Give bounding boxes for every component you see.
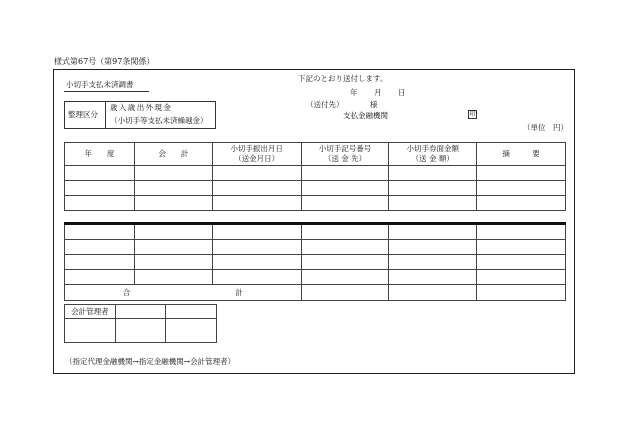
table-row — [65, 224, 566, 240]
form-title: 小切手支払未済調書 — [66, 80, 134, 89]
title-underline — [64, 91, 149, 92]
unpaid-checks-table — [64, 142, 566, 301]
table-row — [65, 240, 566, 255]
classification-option-1: 歳入歳出外現金 — [110, 103, 173, 112]
table-total-row — [65, 285, 566, 301]
total-amount-cell[interactable] — [389, 285, 477, 301]
table-row — [65, 196, 566, 211]
header-remarks: 摘 要 — [477, 143, 566, 166]
signature-cell[interactable] — [166, 305, 217, 319]
header-issue-date: 小切手振出月日 （送金月日） — [212, 143, 301, 166]
form-number: 様式第67号（第97条関係） — [54, 57, 155, 66]
routing-note: （指定代理金融機関→指定金融機関→会計管理者） — [65, 357, 236, 366]
seal-mark: 印 — [469, 111, 476, 118]
signature-table — [64, 304, 217, 343]
classification-divider — [105, 101, 106, 129]
table-row — [65, 270, 566, 285]
signature-label: 会計管理者 — [65, 305, 116, 319]
total-check-number-cell[interactable] — [301, 285, 389, 301]
date-year-label: 年 — [350, 88, 358, 97]
seal-cell[interactable] — [166, 319, 217, 343]
seal-cell[interactable] — [65, 319, 116, 343]
table-row — [65, 166, 566, 181]
destination-label: （送付先） — [306, 100, 344, 109]
date-month-label: 月 — [374, 88, 382, 97]
header-check-amount: 小切手券面金額 （送 金 額） — [389, 143, 477, 166]
classification-label: 整理区分 — [68, 110, 98, 119]
header-check-number: 小切手記号番号 （送 金 先） — [301, 143, 389, 166]
date-day-label: 日 — [398, 88, 406, 97]
table-header-row — [65, 143, 566, 166]
destination-honorific: 様 — [370, 100, 378, 109]
header-fiscal-year: 年 度 — [65, 143, 135, 166]
table-row — [65, 181, 566, 196]
unit-label: （単位 円） — [523, 123, 568, 132]
header-account: 会 計 — [134, 143, 212, 166]
paying-bank-label: 支払金融機関 — [343, 111, 388, 120]
table-gap-row — [65, 211, 566, 224]
signature-cell[interactable] — [115, 305, 166, 319]
seal-cell[interactable] — [115, 319, 166, 343]
transmittal-memo: 下記のとおり送付します。 — [298, 74, 388, 83]
classification-option-2: （小切手等支払未済繰越金） — [110, 116, 208, 125]
total-remarks-cell[interactable] — [477, 285, 566, 301]
total-label: 合 計 — [65, 285, 302, 301]
table-row — [65, 255, 566, 270]
